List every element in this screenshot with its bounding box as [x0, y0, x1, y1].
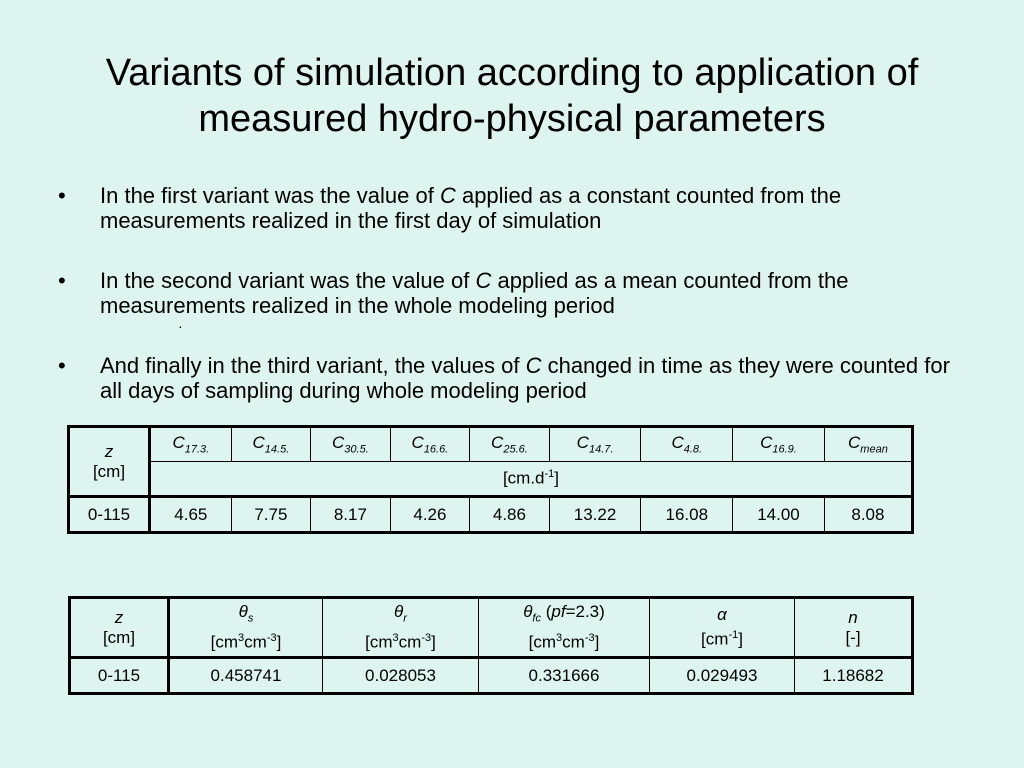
table-header: $C_{25.6.}$ — [470, 427, 550, 462]
table-cell: 4.65 — [150, 497, 232, 533]
table-cell: 16.08 — [641, 497, 733, 533]
table-header: $\theta_{fc}$ (pf=2.3) $[cm^3cm^{-3}]$ — [479, 598, 650, 658]
bullet-dot-icon: • — [58, 183, 66, 208]
retention-table — [68, 596, 914, 695]
table-header: $\theta_s$ $[cm^3cm^{-3}]$ — [169, 598, 323, 658]
table-header: $C_{14.5.}$ — [231, 427, 311, 462]
table-cell: 0.028053 — [323, 658, 479, 694]
table-cell: 7.75 — [231, 497, 311, 533]
table-header: $C_{16.9.}$ — [733, 427, 825, 462]
table-header: $\theta_r$ $[cm^3cm^{-3}]$ — [323, 598, 479, 658]
table-header: $C_{4.8.}$ — [641, 427, 733, 462]
bullet-item: • In the second variant was the value of C applied as a mean counted from the measurements realized in the whole modeling period — [58, 268, 849, 318]
table-header: α $[cm^{-1}]$ — [650, 598, 795, 658]
table-cell: 0.458741 — [169, 658, 323, 694]
table-cell: z [cm] — [69, 427, 150, 497]
table-row — [70, 658, 913, 694]
table-header: $C_{mean}$ — [824, 427, 912, 462]
unit-cell: $[cm.d^{-1}]$ — [150, 462, 913, 497]
table-header: $C_{16.6.}$ — [390, 427, 470, 462]
table-cell: 8.17 — [311, 497, 391, 533]
table-cell: 13.22 — [549, 497, 641, 533]
table-header: z [cm] — [70, 598, 169, 658]
table-header: $C_{14.7.}$ — [549, 427, 641, 462]
bullet-dot-icon: • — [58, 268, 66, 293]
stray-dot: · — [178, 318, 183, 334]
table-cell: 8.08 — [824, 497, 912, 533]
bullet-item: • In the first variant was the value of C applied as a constant counted from the measurements realized in the first day of simulation — [58, 183, 842, 233]
conductivity-table — [67, 425, 914, 534]
table-cell: 0.029493 — [650, 658, 795, 694]
table-header: $C_{30.5.}$ — [311, 427, 391, 462]
slide-title: Variants of simulation according to application of measured hydro-physical parameters — [105, 52, 919, 140]
bullet-dot-icon: • — [58, 353, 66, 378]
table-cell: 4.86 — [470, 497, 550, 533]
table-cell: 1.18682 — [795, 658, 913, 694]
table-row — [69, 497, 913, 533]
table-cell: 4.26 — [390, 497, 470, 533]
table-cell: 14.00 — [733, 497, 825, 533]
table-header: $C_{17.3.}$ — [150, 427, 232, 462]
table-cell: 0-115 — [70, 658, 169, 694]
bullet-item: • And finally in the third variant, the values of C changed in time as they were counted for all days of sampling during whole modeling period — [58, 353, 950, 403]
table-header: n [-] — [795, 598, 913, 658]
table-cell: 0-115 — [69, 497, 150, 533]
table-cell: 0.331666 — [479, 658, 650, 694]
